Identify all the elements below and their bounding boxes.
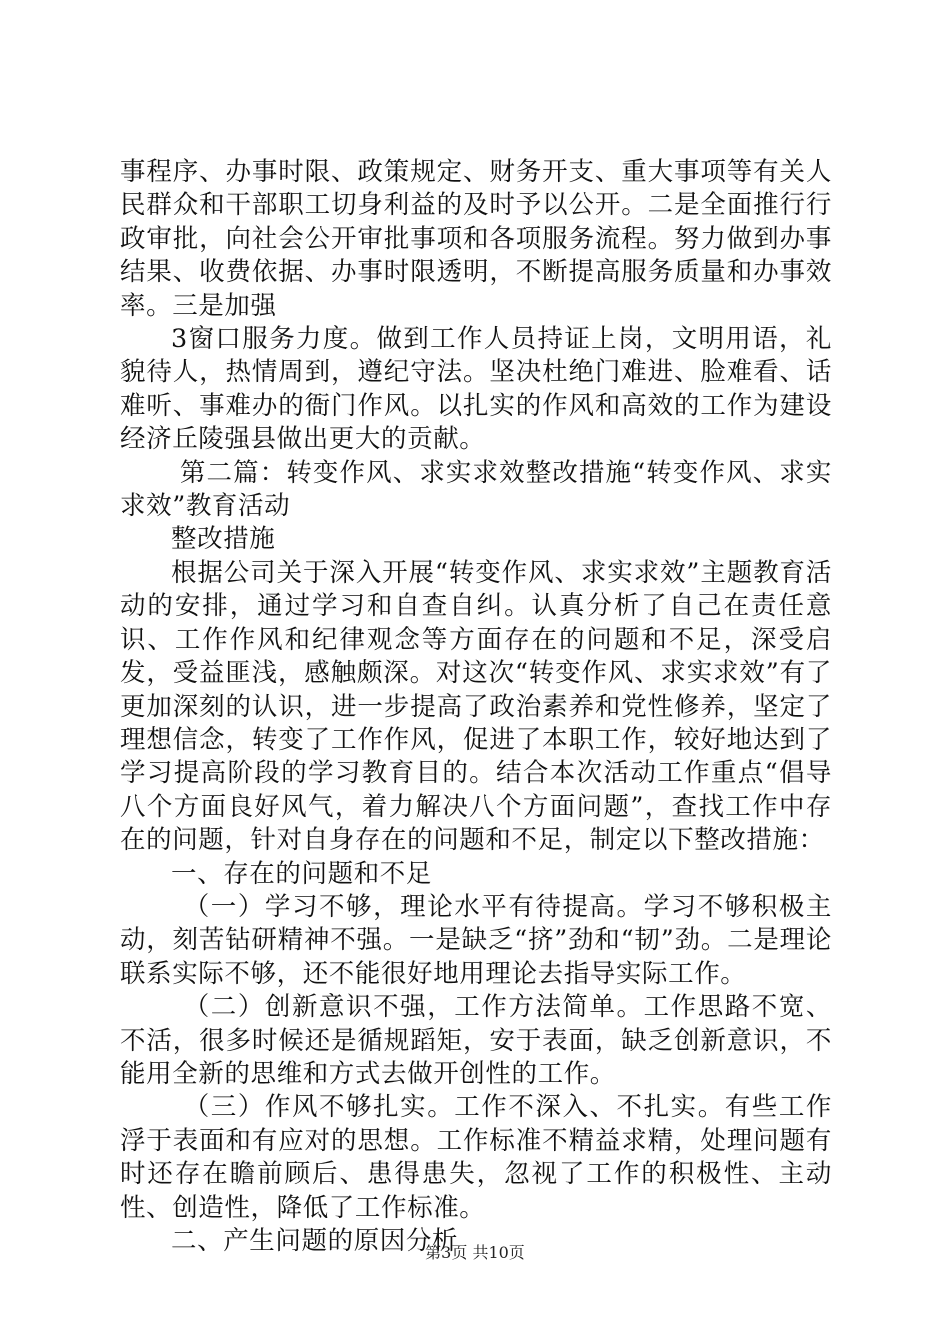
list-item-problem-one: （一）学习不够，理论水平有待提高。学习不够积极主动，刻苦钻研精神不强。一是缺乏“挤”劲和“韧”劲。二是理论联系实际不够，还不能很好地用理论去指导实际工作。 [120, 891, 832, 989]
heading-problems: 一、存在的问题和不足 [171, 858, 433, 889]
section-heading-part-two: 第二篇：转变作风、求实求效整改措施“转变作风、求实求效”教育活动 [120, 457, 832, 522]
paragraph-continuation: 事程序、办事时限、政策规定、财务开支、重大事项等有关人民群众和干部职工切身利益的及时予以公开。二是全面推行行政审批，向社会公开审批事项和各项服务流程。努力做到办事结果、收费依据、办事时限透明，不断提高服务质量和办事效率。三是加强 [120, 157, 832, 321]
list-item-problem-two: （二）创新意识不强，工作方法简单。工作思路不宽、不活，很多时候还是循规蹈矩，安于表面，缺乏创新意识，不能用全新的思维和方式去做开创性的工作。 [120, 992, 832, 1089]
list-item-problem-three: （三）作风不够扎实。工作不深入、不扎实。有些工作浮于表面和有应对的思想。工作标准不精益求精，处理问题有时还存在瞻前顾后、患得患失，忽视了工作的积极性、主动性、创造性，降低了工作标准。 [120, 1092, 832, 1223]
heading-cause-analysis: 二、产生问题的原因分析 [171, 1226, 459, 1256]
paragraph-introduction: 根据公司关于深入开展“转变作风、求实求效”主题教育活动的安排，通过学习和自查自纠。认真分析了自己在责任意识、工作作风和纪律观念等方面存在的问题和不足，深受启发，受益匪浅，感触颇深。对这次“转变作风、求实求效”有了更加深刻的认识，进一步提高了政治素养和党性修养，坚定了理想信念，转变了工作作风，促进了本职工作，较好地达到了学习提高阶段的学习教育目的。结合本次活动工作重点“倡导八个方面良好风气，着力解决八个方面问题”，查找工作中存在的问题，针对自身存在的问题和不足，制定以下整改措施： [120, 557, 832, 856]
page-number-footer: 第3页 共10页 [425, 1243, 525, 1262]
paragraph-window-service: 3窗口服务力度。做到工作人员持证上岗，文明用语，礼貌待人，热情周到，遵纪守法。坚决杜绝门难进、脸难看、话难听、事难办的衙门作风。以扎实的作风和高效的工作为建设经济丘陵强县做出更大的贡献。 [120, 324, 832, 455]
document-body [120, 156, 832, 1258]
subheading-measures: 整改措施 [171, 524, 276, 555]
